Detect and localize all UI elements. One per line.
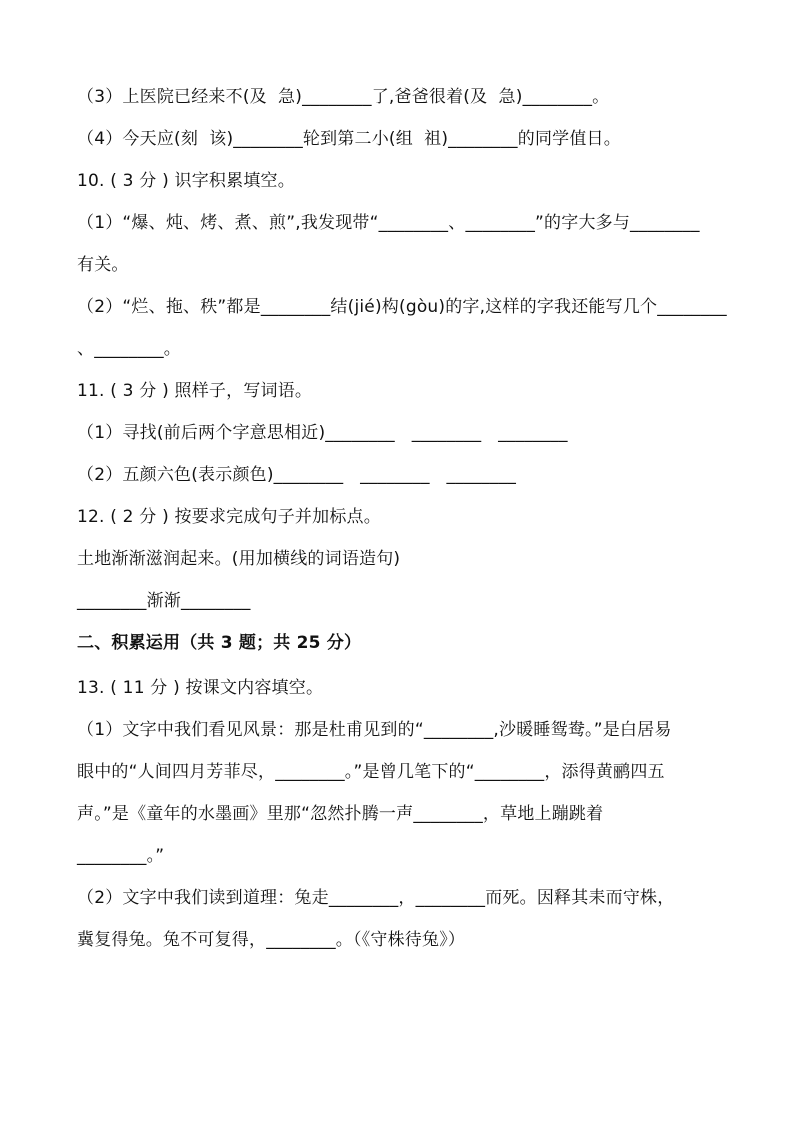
q11-item-2: （2）五颜六色(表示颜色)________ ________ ________: [77, 465, 517, 485]
q10-item-1-line-2: 有关。: [77, 255, 129, 275]
q12-answer-line: ________渐渐________: [77, 591, 251, 611]
q12-prompt: 土地渐渐滋润起来。(用加横线的词语造句): [77, 549, 401, 569]
q13-item-2-line-2: 冀复得兔。兔不可复得，________。（《守株待兔》）: [77, 930, 466, 950]
section-2-heading: 二、积累运用（共 3 题；共 25 分）: [77, 633, 362, 653]
q13-heading: 13. ( 11 分 ) 按课文内容填空。: [77, 678, 324, 698]
q10-item-2-line-1: （2）“烂、拖、秩”都是________结(jié)构(gòu)的字,这样的字我还能写几个________: [77, 297, 727, 317]
q10-heading: 10. ( 3 分 ) 识字积累填空。: [77, 171, 295, 191]
q11-heading: 11. ( 3 分 ) 照样子，写词语。: [77, 381, 313, 401]
q13-item-1-line-4: ________。”: [77, 846, 165, 866]
q12-heading: 12. ( 2 分 ) 按要求完成句子并加标点。: [77, 507, 381, 527]
q13-item-1-line-2: 眼中的“人间四月芳菲尽，________。”是曾几笔下的“________，添得黄鹂四五: [77, 762, 665, 782]
q9-item-3: （3）上医院已经来不(及 急)________了,爸爸很着(及 急)________。: [77, 87, 610, 107]
q13-item-2-line-1: （2）文字中我们读到道理：兔走________，________而死。因释其耒而守株，: [77, 888, 675, 908]
q9-item-4: （4）今天应(刻 该)________轮到第二小(组 祖)________的同学值日。: [77, 129, 621, 149]
q11-item-1: （1）寻找(前后两个字意思相近)________ ________ ________: [77, 423, 568, 443]
q13-item-1-line-1: （1）文字中我们看见风景：那是杜甫见到的“________,沙暖睡鸳鸯。”是白居易: [77, 720, 672, 740]
q13-item-1-line-3: 声。”是《童年的水墨画》里那“忽然扑腾一声________，草地上蹦跳着: [77, 804, 604, 824]
q10-item-2-line-2: 、________。: [77, 339, 181, 359]
q10-item-1-line-1: （1）“爆、炖、烤、煮、煎”,我发现带“________、________”的字大多与________: [77, 213, 700, 233]
